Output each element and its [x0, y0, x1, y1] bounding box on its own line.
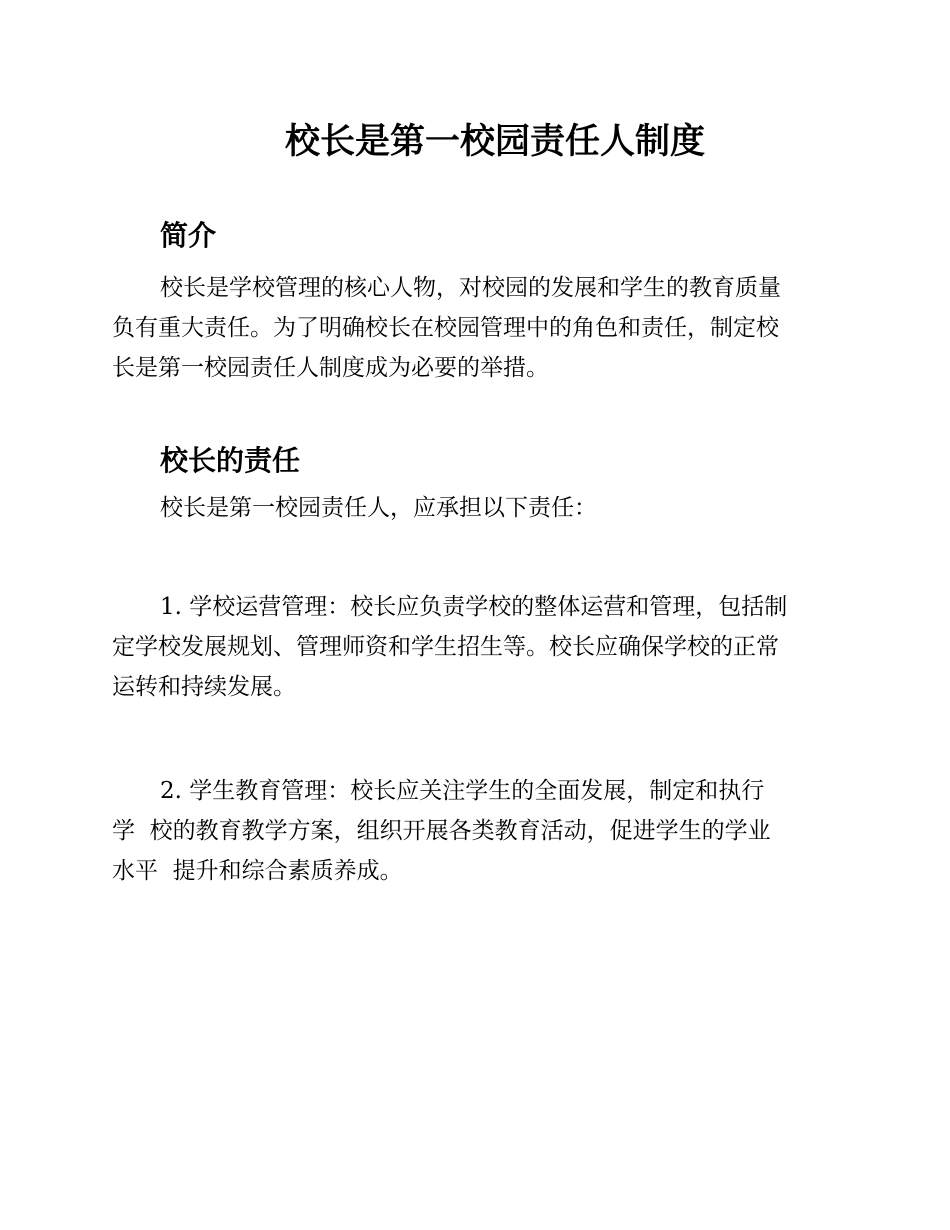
- paragraph-line: 定学校发展规划、管理师资和学生招生等。校长应确保学校的正常: [112, 634, 779, 660]
- paragraph-line: 校长是第一校园责任人，应承担以下责任：: [160, 495, 597, 521]
- paragraph-line: 2. 学生教育管理：校长应关注学生的全面发展，制定和执行: [160, 778, 765, 804]
- section-heading-responsibilities: 校长的责任: [160, 444, 301, 477]
- paragraph-line: 校长是学校管理的核心人物，对校园的发展和学生的教育质量: [160, 275, 781, 301]
- paragraph-line: 水平 提升和综合素质养成。: [112, 858, 403, 884]
- paragraph-line: 学 校的教育教学方案，组织开展各类教育活动，促进学生的学业: [112, 818, 771, 844]
- paragraph-line: 运转和持续发展。: [112, 674, 296, 700]
- section-heading-intro: 简介: [160, 219, 217, 252]
- document-title: 校长是第一校园责任人制度: [284, 122, 705, 162]
- list-item-operations: [112, 587, 832, 707]
- paragraph-line: 长是第一校园责任人制度成为必要的举措。: [112, 355, 549, 381]
- paragraph-line: 负有重大责任。为了明确校长在校园管理中的角色和责任，制定校: [112, 315, 779, 341]
- responsibilities-intro: [112, 488, 832, 528]
- list-item-education: [112, 771, 832, 891]
- paragraph-line: 1. 学校运营管理：校长应负责学校的整体运营和管理，包括制: [160, 594, 788, 620]
- intro-paragraph: [112, 268, 832, 388]
